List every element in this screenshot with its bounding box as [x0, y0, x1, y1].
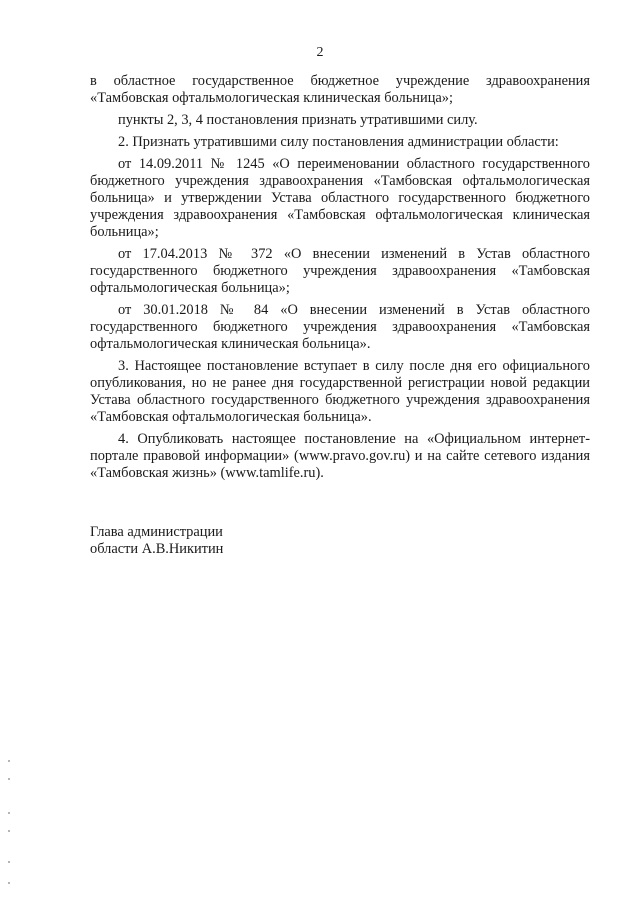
signature-block	[90, 524, 390, 558]
scan-specks	[8, 760, 14, 890]
paragraph-item-2: 2. Признать утратившими силу постановления администрации области:	[118, 134, 559, 150]
document-body	[90, 73, 590, 487]
signature-title: Глава администрации	[90, 524, 223, 540]
paragraph-decree-2018: от 30.01.2018 № 84 «О внесении изменений в Устав областного государственного бюджетного учреждения здравоохранения «Тамбовская офтальмологическая клиническая больница».	[90, 302, 590, 352]
paragraph-decree-2011: от 14.09.2011 № 1245 «О переименовании областного государственного бюджетного учреждения здравоохранения «Тамбовская офтальмологическая больница» и утверждении Устава областного государственного бюджетного учреждения здравоохранения «Тамбовская офтальмологическая клиническая больница»;	[90, 156, 590, 240]
paragraph-decree-2013: от 17.04.2013 № 372 «О внесении изменений в Устав областного государственного бюджетного учреждения здравоохранения «Тамбовская офтальмологическая больница»;	[90, 246, 590, 296]
page-number: 2	[316, 45, 324, 60]
paragraph-institution: в областное государственное бюджетное учреждение здравоохранения «Тамбовская офтальмологическая клиническая больница»;	[90, 73, 590, 106]
signature-name: области А.В.Никитин	[90, 541, 224, 557]
paragraph-item-4: 4. Опубликовать настоящее постановление на «Официальном интернет-портале правовой информации» (www.pravo.gov.ru) и на сайте сетевого издания «Тамбовская жизнь» (www.tamlife.ru).	[90, 431, 590, 481]
paragraph-points-void: пункты 2, 3, 4 постановления признать утратившими силу.	[118, 112, 478, 128]
paragraph-item-3: 3. Настоящее постановление вступает в силу после дня его официального опубликования, но не ранее дня государственной регистрации новой редакции Устава областного государственного бюджетного учреждения здравоохранения «Тамбовская офтальмологическая больница».	[90, 358, 590, 425]
